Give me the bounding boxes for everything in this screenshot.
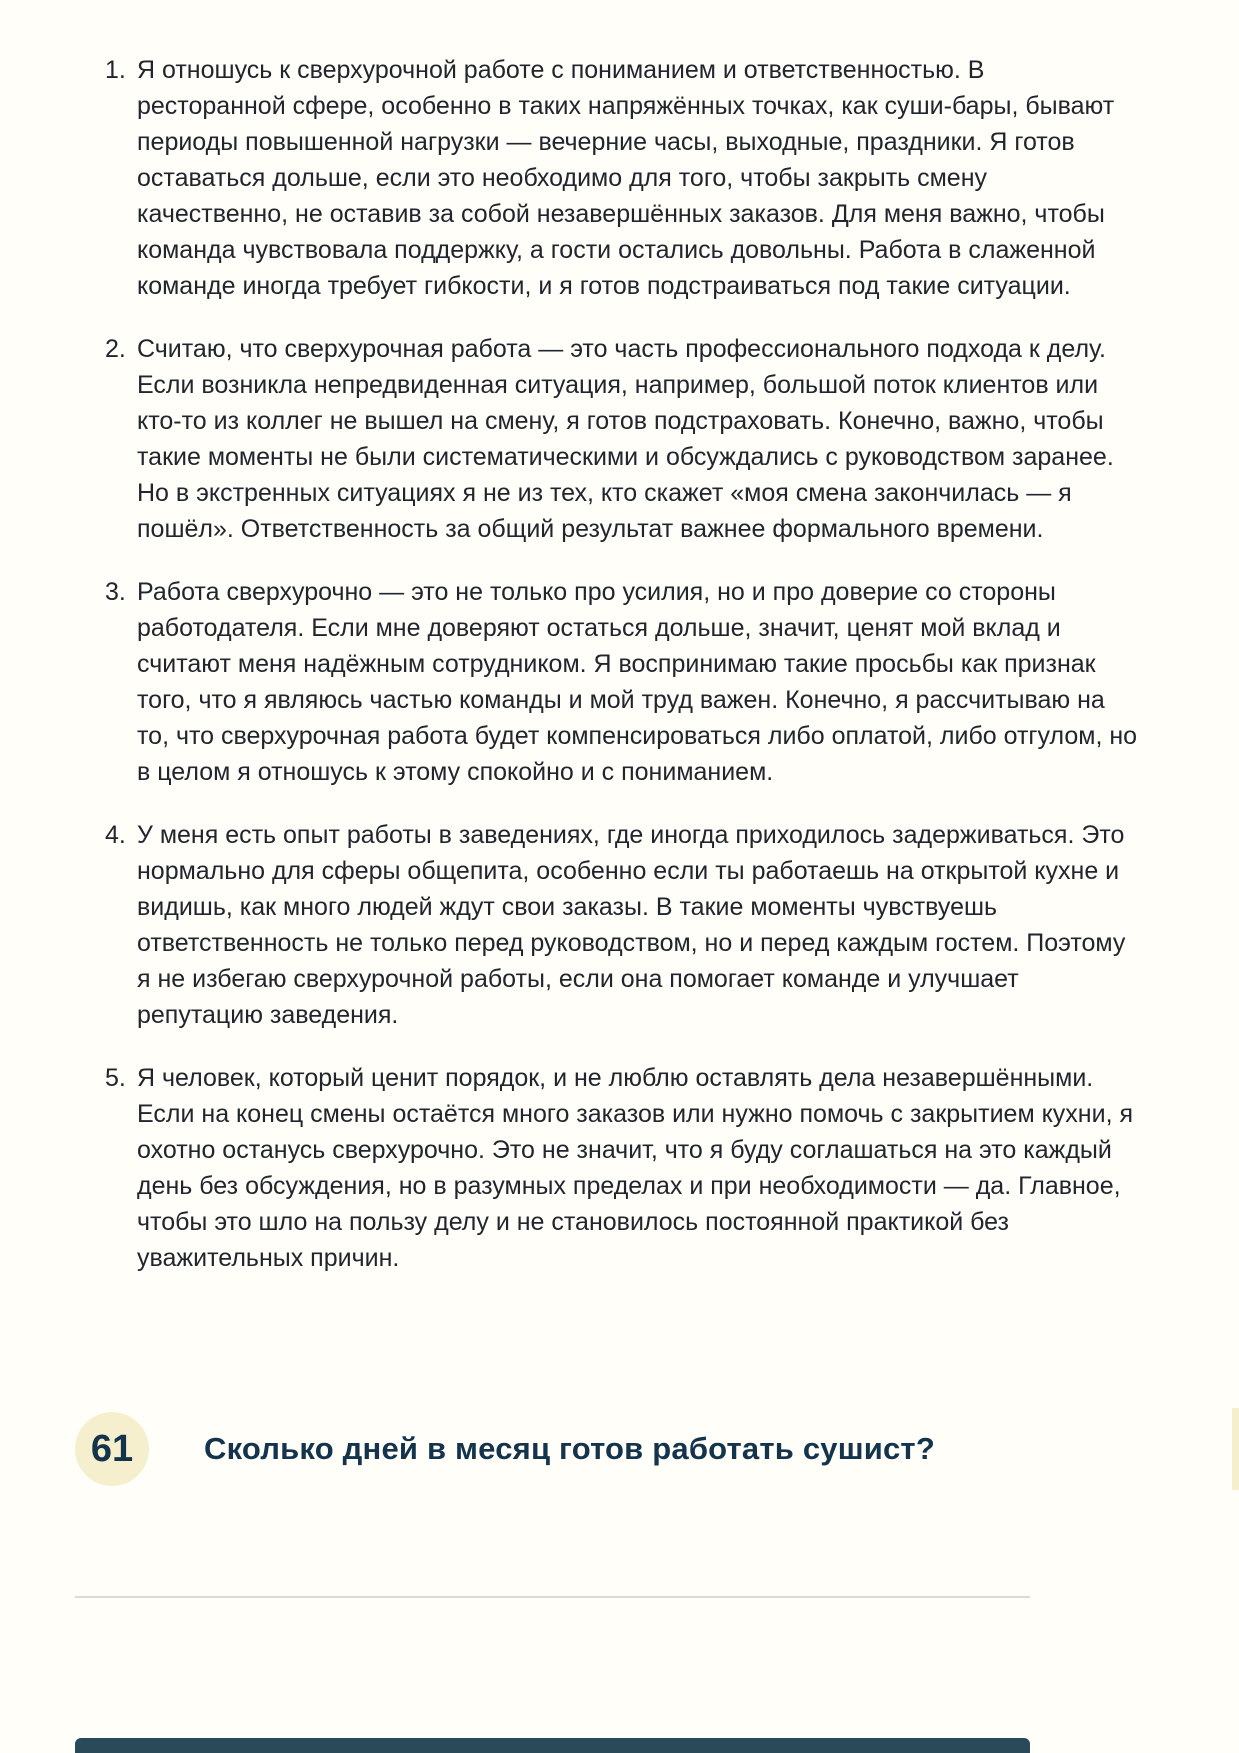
section-title: Сколько дней в месяц готов работать сушист? bbox=[204, 1431, 935, 1466]
list-item bbox=[105, 817, 1139, 1033]
list-item-text: Работа сверхурочно — это не только про усилия, но и про доверие со стороны работодателя. Если мне доверяют остаться дольше, значит, ценят мой вклад и считают меня надёжным сотрудником. Я воспринимаю такие просьбы как признак того, что я являюсь частью команды и мой труд важен. Конечно, я рассчитываю на то, что сверхурочная работа будет компенсироваться либо оплатой, либо отгулом, но в целом я отношусь к этому спокойно и с пониманием. bbox=[137, 578, 1138, 786]
next-section-accent-bar bbox=[75, 1738, 1030, 1753]
list-item bbox=[105, 574, 1139, 790]
list-item-text: У меня есть опыт работы в заведениях, где иногда приходилось задерживаться. Это нормально для сферы общепита, особенно если ты работаешь на открытой кухне и видишь, как много людей ждут свои заказы. В такие моменты чувствуешь ответственность не только перед руководством, но и перед каждым гостем. Поэтому я не избегаю сверхурочной работы, если она помогает команде и улучшает репутацию заведения. bbox=[137, 821, 1126, 1029]
list-item-text: Я человек, который ценит порядок, и не люблю оставлять дела незавершёнными. Если на конец смены остаётся много заказов или нужно помочь с закрытием кухни, я охотно останусь сверхурочно. Это не значит, что я буду соглашаться на это каждый день без обсуждения, но в разумных пределах и при необходимости — да. Главное, чтобы это шло на пользу делу и не становилось постоянной практикой без уважительных причин. bbox=[137, 1064, 1133, 1272]
list-item-number: 1. bbox=[105, 56, 126, 84]
list-item bbox=[105, 52, 1139, 304]
list-item-text: Я отношусь к сверхурочной работе с пониманием и ответственностью. В ресторанной сфере, особенно в таких напряжённых точках, как суши-бары, бывают периоды повышенной нагрузки — вечерние часы, выходные, праздники. Я готов оставаться дольше, если это необходимо для того, чтобы закрыть смену качественно, не оставив за собой незавершённых заказов. Для меня важно, чтобы команда чувствовала поддержку, а гости остались довольны. Работа в слаженной команде иногда требует гибкости, и я готов подстраиваться под такие ситуации. bbox=[137, 56, 1115, 300]
list-item bbox=[105, 331, 1139, 547]
list-item bbox=[105, 1060, 1139, 1276]
section-header bbox=[75, 1412, 1030, 1486]
answers-list bbox=[105, 52, 1139, 1303]
list-item-number: 4. bbox=[105, 821, 126, 849]
page-edge-accent bbox=[1232, 1408, 1239, 1490]
list-item-number: 3. bbox=[105, 578, 126, 606]
list-item-text: Считаю, что сверхурочная работа — это часть профессионального подхода к делу. Если возникла непредвиденная ситуация, например, большой поток клиентов или кто-то из коллег не вышел на смену, я готов подстраховать. Конечно, важно, чтобы такие моменты не были систематическими и обсуждались с руководством заранее. Но в экстренных ситуациях я не из тех, кто скажет «моя смена закончилась — я пошёл». Ответственность за общий результат важнее формального времени. bbox=[137, 335, 1114, 543]
section-number-badge: 61 bbox=[75, 1412, 149, 1486]
list-item-number: 5. bbox=[105, 1064, 126, 1092]
section-divider bbox=[75, 1596, 1030, 1598]
list-item-number: 2. bbox=[105, 335, 126, 363]
